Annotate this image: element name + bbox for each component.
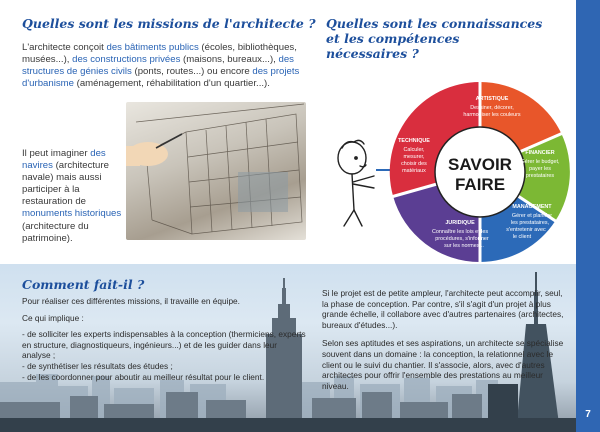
- teamwork-text: [22, 296, 306, 388]
- teamwork-item-2: - de synthétiser les résultats des études ;: [22, 360, 173, 371]
- ships-paragraph: Il peut imaginer des navires (architecture navale) mais aussi participer à la restauration de monuments historiques (architecture du patrimoine).: [22, 148, 122, 244]
- side-color-strip: [576, 0, 600, 432]
- management-text-1: Gérer et planifier: [511, 213, 553, 219]
- page-number: 7: [585, 409, 591, 420]
- artistique-label: ARTISTIQUE: [475, 96, 509, 102]
- juridique-text-3: sur les normes...: [444, 243, 484, 249]
- juridique-text-1: Connaître les lois et les: [431, 229, 489, 235]
- collaboration-para-2: Selon ses aptitudes et ses aspirations, un architecte se spécialise souvent dans un domaine : la conception, la relationnel avec le client ou le suivi du chantier. Il s'associe, alors, avec d'autres architectes pour offrir l'ensemble des prestations au meilleur niveau.: [322, 338, 564, 391]
- how-title: Comment fait-il ?: [22, 277, 145, 292]
- artistique-text-1: Dessiner, décorer,: [470, 105, 514, 111]
- financier-text-3: prestataires: [525, 173, 555, 179]
- savoir-faire-wheel: [380, 72, 580, 272]
- missions-paragraph: L'architecte conçoit des bâtiments publics (écoles, bibliothèques, musées...), des constructions privées (maisons, bureaux...), des structures de génies civils (ponts, routes...) ou encore des projets d'urbanisme (aménagement, réhabilitation d'un quartier...).: [22, 42, 300, 90]
- teamwork-intro: Pour réaliser ces différentes missions, il travaille en équipe.: [22, 296, 240, 306]
- management-text-4: le client: [512, 234, 532, 240]
- technique-text-3: choisir des: [401, 161, 427, 167]
- financier-text-1: Gérer le budget,: [520, 159, 560, 165]
- financier-label: FINANCIER: [525, 150, 555, 156]
- management-label: MANAGEMENT: [512, 204, 552, 210]
- teamwork-item-1: - de solliciter les experts indispensables à la conception (thermiciens, experts en structure, diagnostiqueurs, ingénieurs...) et de les guider dans leur analyse ;: [22, 329, 306, 361]
- skills-title: Quelles sont les connaissances et les compétences nécessaires ?: [326, 16, 543, 61]
- management-text-2: les prestataires,: [510, 220, 550, 226]
- technique-text-4: matériaux: [402, 168, 426, 174]
- financier-text-2: payer les: [529, 166, 551, 172]
- collaboration-text: [322, 288, 568, 399]
- wheel-center-line2: FAIRE: [454, 175, 506, 194]
- technique-label: TECHNIQUE: [398, 138, 430, 144]
- collaboration-para-1: Si le projet est de petite ampleur, l'architecte peut accomplir, seul, la phase de conception. Par contre, s'il s'agit d'un projet à plus grande échelle, il collabore avec d'autres partenaires (architectes, bureaux d'études...).: [322, 288, 564, 330]
- teamwork-implies: Ce qui implique :: [22, 312, 84, 323]
- management-text-3: s'entretenir avec: [506, 227, 546, 233]
- wheel-center-line1: SAVOIR: [448, 155, 512, 174]
- missions-title: Quelles sont les missions de l'architecte ?: [22, 16, 316, 31]
- juridique-text-2: procédures, s'informer: [435, 236, 489, 242]
- teamwork-item-3: - de les coordonner pour aboutir au meilleur résultat pour le client.: [22, 371, 265, 382]
- juridique-label: JURIDIQUE: [445, 220, 475, 226]
- technique-text-2: mesurer,: [403, 154, 425, 160]
- architect-sketch-photo: [126, 102, 306, 240]
- artistique-text-2: harmoniser les couleurs: [463, 112, 521, 118]
- technique-text-1: Calculer,: [403, 147, 425, 153]
